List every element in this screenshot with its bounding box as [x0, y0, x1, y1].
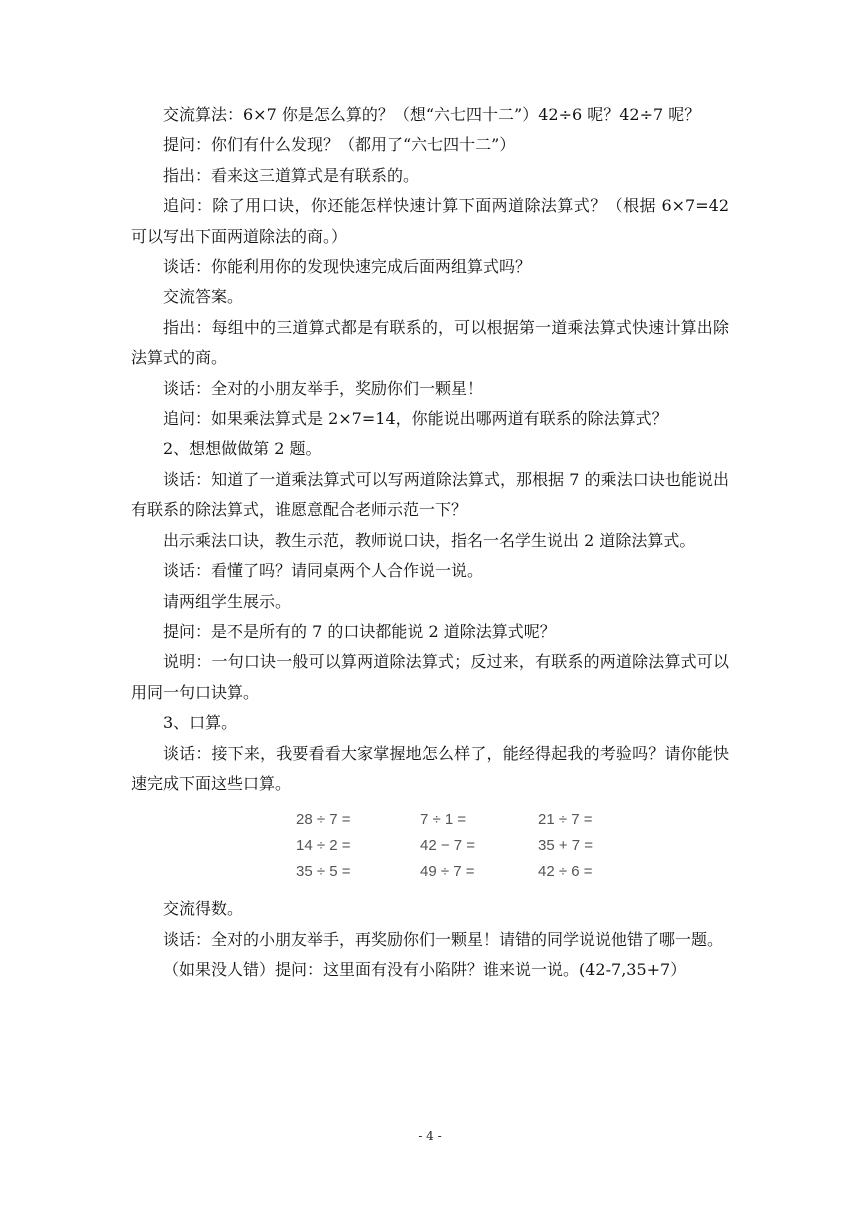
- paragraph: 谈话：接下来，我要看看大家掌握地怎么样了，能经得起我的考验吗？请你能快速完成下面这些口算。: [131, 743, 729, 793]
- drill-item: 7 ÷ 1 =: [420, 811, 467, 829]
- paragraph: 追问：除了用口诀，你还能怎样快速计算下面两道除法算式？（根据 6×7=42 可以写出下面两道除法的商。）: [131, 196, 729, 246]
- paragraph: 指出：每组中的三道算式都是有联系的，可以根据第一道乘法算式快速计算出除法算式的商。: [131, 317, 729, 368]
- drill-item: 42 − 7 =: [420, 837, 476, 855]
- paragraph: 提问：你们有什么发现？（都用了“六七四十二”）: [163, 135, 516, 155]
- section-heading: 3、口算。: [163, 713, 238, 733]
- drill-item: 35 + 7 =: [538, 837, 594, 855]
- drill-item: 14 ÷ 2 =: [296, 837, 351, 855]
- page-number: - 4 -: [418, 1129, 442, 1143]
- drill-item: 28 ÷ 7 =: [296, 811, 351, 829]
- paragraph: 谈话：知道了一道乘法算式可以写两道除法算式，那根据 7 的乘法口诀也能说出有联系的除法算式，谁愿意配合老师示范一下？: [131, 469, 729, 520]
- paragraph: 追问：如果乘法算式是 2×7=14，你能说出哪两道有联系的除法算式？: [163, 409, 668, 429]
- paragraph: 提问：是不是所有的 7 的口诀都能说 2 道除法算式呢？: [163, 621, 556, 641]
- document-body: [131, 100, 729, 986]
- paragraph: 谈话：你能利用你的发现快速完成后面两组算式吗？: [163, 257, 532, 277]
- paragraph: 指出：看来这三道算式是有联系的。: [163, 165, 420, 185]
- section-heading: 2、想想做做第 2 题。: [163, 439, 322, 459]
- paragraph: 请两组学生展示。: [163, 591, 292, 611]
- paragraph: 说明：一句口诀一般可以算两道除法算式；反过来，有联系的两道除法算式可以用同一句口诀算。: [131, 652, 729, 702]
- drill-item: 42 ÷ 6 =: [538, 863, 593, 881]
- paragraph: 交流答案。: [163, 287, 244, 307]
- paragraph: 谈话：全对的小朋友举手，奖励你们一颗星！: [163, 378, 484, 398]
- paragraph: 谈话：看懂了吗？请同桌两个人合作说一说。: [163, 561, 484, 581]
- paragraph: 谈话：全对的小朋友举手，再奖励你们一颗星！请错的同学说说他错了哪一题。: [163, 929, 724, 949]
- paragraph: （如果没人错）提问：这里面有没有小陷阱？谁来说一说。(42-7,35+7）: [163, 960, 687, 980]
- paragraph: 出示乘法口诀，教生示范，教师说口诀，指名一名学生说出 2 道除法算式。: [163, 530, 696, 550]
- paragraph: 交流算法：6×7 你是怎么算的？（想“六七四十二”）42÷6 呢？42÷7 呢？: [163, 105, 701, 124]
- drill-item: 35 ÷ 5 =: [296, 863, 351, 881]
- drill-item: 49 ÷ 7 =: [420, 863, 475, 881]
- drill-item: 21 ÷ 7 =: [538, 811, 593, 829]
- paragraph: 交流得数。: [163, 899, 244, 919]
- mental-math-grid: [296, 807, 729, 884]
